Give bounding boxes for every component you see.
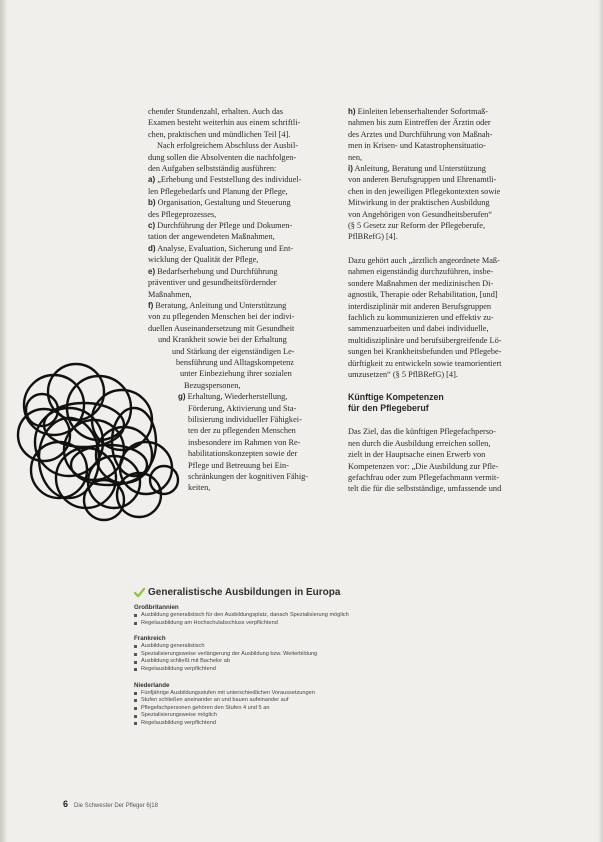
text-line: unter Einbeziehung ihrer sozialen: [180, 369, 292, 379]
list-item: [134, 620, 544, 628]
publication-name: Die Schwester Der Pfleger 6|18: [74, 803, 158, 809]
text-line: interdisziplinär mit anderen Berufsgruppen: [348, 301, 492, 311]
text-line: gefachfrau oder zum Pflegefachmann vermit-: [348, 472, 500, 482]
list-item: [178, 391, 328, 494]
text-line: zielt in der Hauptsache einen Erwerb von: [348, 450, 486, 460]
text-line: nen,: [348, 152, 363, 162]
heading-line: Künftige Kompetenzen: [348, 392, 444, 403]
list-text: Ausbildung schließt mit Bachelor ab: [141, 658, 230, 665]
bullet-icon: [134, 614, 137, 617]
info-box-europe: [134, 585, 544, 765]
text-line: schränkungen der kognitiven Fähig-: [188, 472, 309, 481]
bullet-icon: [134, 645, 137, 648]
country-heading: Frankreich: [134, 635, 166, 643]
text-line: sungen bei Krankheitsbefunden und Pflegebe-: [348, 347, 502, 357]
bullet-icon: [134, 668, 137, 671]
country-list: [134, 690, 544, 728]
text-line: keiten,: [188, 483, 211, 493]
list-item: [148, 300, 328, 391]
text-line: Beratung, Anleitung und Unterstützung: [155, 300, 287, 310]
text-line: umzusetzen“ (§ 5 PflBRefG) [4].: [348, 369, 458, 379]
text-line: und Krankheit sowie bei der Erhaltung: [158, 335, 287, 345]
text-line: duellen Auseinandersetzung mit Gesundheit: [148, 323, 295, 333]
list-text: Spezialisierungsweise verlängerung der Ausbildung bzw. Weiterbildung: [141, 650, 318, 657]
info-box-title-text: Generalistische Ausbildungen in Europa: [148, 586, 341, 598]
text-line: des Arztes und Durchführung von Maßnah-: [348, 129, 493, 139]
text-line: von Angehörigen von Gesundheitsberufen“: [348, 209, 493, 219]
text-column-right: [348, 106, 530, 495]
list-label: g): [178, 392, 186, 402]
text-line: men in Krisen- und Katastrophensituatio-: [348, 141, 486, 151]
list-item: [148, 174, 328, 197]
checkmark-icon: [134, 587, 145, 598]
text-line: Maßnahmen,: [148, 289, 192, 299]
text-line: tation der angewendeten Maßnahmen,: [148, 232, 275, 242]
text-line: von anderen Berufsgruppen und Ehrenamtli-: [348, 175, 497, 185]
list-text: Pflegefachpersonen gehören den Stufen 4 und 5 an: [141, 704, 270, 711]
text-line: den Aufgaben selbstständig ausführen:: [148, 164, 277, 174]
list-item: [134, 690, 544, 698]
list-label: h): [348, 107, 356, 116]
country-heading: Niederlande: [134, 681, 170, 689]
list-item: [348, 106, 530, 163]
list-item: [148, 197, 328, 220]
list-item: [134, 720, 544, 728]
text-line: agnostik, Therapie oder Rehabilitation, [und]: [348, 290, 498, 300]
list-text: Regelausbildung am Hochschulabschluss verpflichtend: [141, 619, 278, 626]
list-item: [134, 643, 544, 651]
info-box-title: [134, 585, 544, 599]
bullet-icon: [134, 699, 137, 702]
text-line: PflBRefG) [4].: [348, 232, 398, 242]
text-line: Mitwirkung in der praktischen Ausbildung: [348, 198, 490, 208]
bullet-icon: [134, 715, 137, 718]
text-line: Nach erfolgreichem Abschluss der Ausbil-: [157, 141, 299, 151]
list-item: [134, 666, 544, 674]
text-line: ten der zu pflegenden Menschen: [188, 426, 296, 436]
text-line: Bezugspersonen,: [184, 380, 241, 390]
list-item: [148, 243, 328, 266]
text-line: telt die für die selbstständige, umfassende und: [348, 484, 502, 494]
text-line: bensführung und Alltagskompetenz: [176, 357, 294, 367]
bullet-icon: [134, 707, 137, 710]
text-line: sammenzuarbeiten und dabei individuelle,: [348, 324, 489, 334]
text-line: nen durch die Ausbildung erreichen sollen,: [348, 438, 491, 448]
text-line: nahmen bis zum Eintreffen der Ärztin oder: [348, 118, 491, 128]
heading-line: für den Pflegeberuf: [348, 403, 429, 414]
text-line: len Pflegebedarfs und Planung der Pflege,: [148, 186, 288, 196]
list-item: [148, 266, 328, 300]
text-line: des Pflegeprozesses,: [148, 209, 217, 219]
paragraph-competences: [348, 426, 530, 494]
text-line: habilitationskonzepten sowie der: [188, 449, 298, 459]
text-line: Dazu gehört auch „ärztlich angeordnete Maß-: [348, 255, 500, 265]
page-edge: [598, 0, 603, 842]
text-line: chen in den jeweiligen Pflegekontexten sowie: [348, 186, 501, 196]
text-line: Examen besteht weiterhin aus einem schriftli-: [148, 118, 301, 128]
list-text: Fünfjährige Ausbildungsstufen mit unterschiedlichen Voraussetzungen: [141, 689, 315, 696]
text-line: Anleitung, Beratung und Unterstützung: [354, 164, 486, 174]
page-footer: [63, 799, 158, 809]
text-line: bilisierung individueller Fähigkei-: [188, 414, 302, 424]
paragraph-continuation: [148, 106, 328, 140]
list-item: [148, 220, 328, 243]
text-line: insbesondere im Rahmen von Re-: [188, 437, 301, 447]
list-item: [134, 697, 544, 705]
list-item: [134, 658, 544, 666]
page-fold-shadow: [0, 0, 7, 842]
text-line: fachlich zu kommunizieren und effektiv zu-: [348, 312, 494, 322]
list-item: [134, 612, 544, 620]
text-line: „Erhebung und Feststellung des individuel-: [157, 175, 302, 185]
country-list: [134, 612, 544, 627]
list-label: i): [348, 164, 353, 174]
text-line: Das Ziel, das die künftigen Pflegefachperso-: [348, 427, 496, 437]
list-label: b): [148, 198, 156, 208]
text-line: Analyse, Evaluation, Sicherung und Ent-: [157, 243, 294, 253]
text-line: und Stärkung der eigenständigen Le-: [172, 346, 295, 356]
paragraph-tasks-intro: [148, 140, 328, 174]
text-line: von zu pflegenden Menschen bei der indivi-: [148, 312, 295, 322]
bullet-icon: [134, 653, 137, 656]
list-label: c): [148, 221, 156, 231]
list-text: Stufen schließen aneinander an und bauen aufeinander auf: [141, 697, 289, 704]
text-line: wicklung der Qualität der Pflege,: [148, 255, 259, 265]
text-line: Einleiten lebenserhaltender Sofortmaß-: [357, 107, 489, 116]
text-line: Förderung, Aktivierung und Sta-: [188, 403, 297, 413]
bullet-icon: [134, 722, 137, 725]
country-list: [134, 643, 544, 673]
text-line: Pflege und Betreuung bei Ein-: [188, 460, 289, 470]
text-line: chender Stundenzahl, erhalten. Auch das: [148, 107, 284, 116]
list-label: d): [148, 243, 156, 253]
text-line: (§ 5 Gesetz zur Reform der Pflegeberufe,: [348, 221, 486, 231]
list-label: f): [148, 300, 154, 310]
text-line: multidisziplinäre und berufsübergreifende Lö-: [348, 335, 502, 345]
list-item: [134, 651, 544, 659]
bullet-icon: [134, 661, 137, 664]
text-column-left: [148, 106, 328, 494]
text-line: Kompetenzen vor: „Die Ausbildung zur Pfle-: [348, 461, 499, 471]
text-line: sondere Maßnahmen der medizinischen Di-: [348, 278, 494, 288]
bullet-icon: [134, 692, 137, 695]
list-label: e): [148, 266, 156, 276]
text-line: Durchführung der Pflege und Dokumen-: [157, 221, 293, 231]
text-line: präventiver und gesundheitsfördernder: [148, 278, 277, 288]
list-text: Spezialisierungsweise möglich: [141, 712, 217, 719]
list-text: Regelausbildung verpflichtend: [141, 719, 216, 726]
text-line: nahmen eigenständig durchzuführen, insbe-: [348, 267, 494, 277]
list-item: [134, 712, 544, 720]
list-text: Ausbildung generalistisch: [141, 643, 205, 650]
text-line: chen, praktischen und mündlichen Teil [4].: [148, 129, 291, 139]
paragraph-medical-tasks: [348, 255, 530, 380]
text-line: Organisation, Gestaltung und Steuerung: [157, 198, 291, 208]
text-line: dürftigkeit zu entwickeln sowie teamorientiert: [348, 358, 502, 368]
country-heading: Großbritannien: [134, 604, 179, 611]
text-line: Bedarfserhebung und Durchführung: [157, 266, 278, 276]
list-label: a): [148, 175, 156, 185]
section-heading: [348, 392, 530, 414]
list-item: [348, 163, 530, 243]
bullet-icon: [134, 622, 137, 625]
text-line: dung sollen die Absolventen die nachfolgen-: [148, 152, 297, 162]
list-item: [134, 705, 544, 713]
list-text: Regelausbildung verpflichtend: [141, 665, 216, 672]
page-number: 6: [63, 799, 69, 809]
text-line: Erhaltung, Wiederherstellung,: [187, 392, 288, 402]
list-text: Ausbildung generalistisch für den Ausbildungsplatz, danach Spezialisierung möglich: [141, 612, 349, 618]
